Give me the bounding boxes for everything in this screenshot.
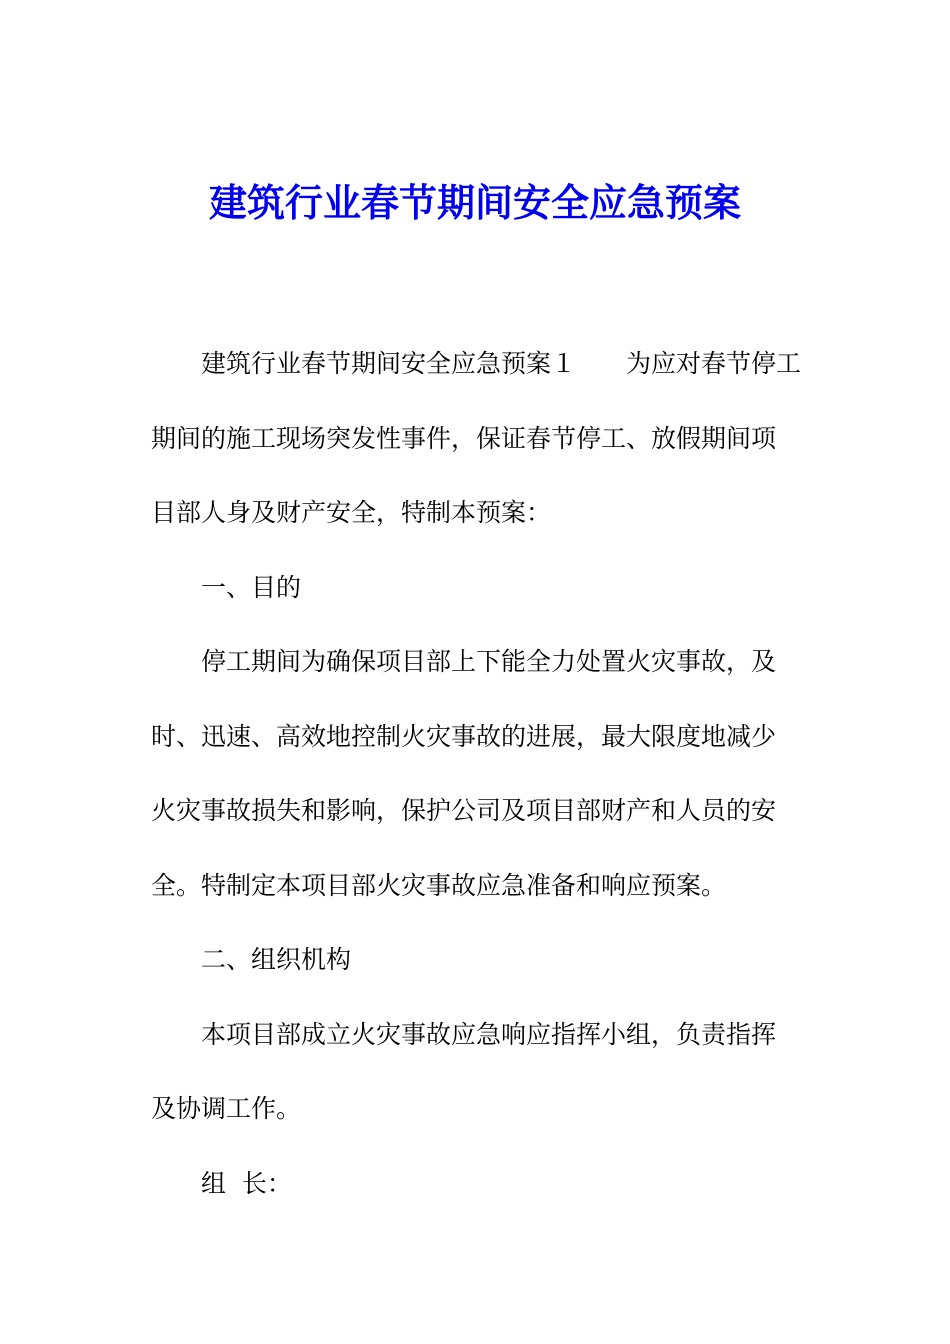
paragraph-line: 停工期间为确保项目部上下能全力处置火灾事故，及 [201,647,777,676]
paragraph-line: 全。特制定本项目部火灾事故应急准备和响应预案。 [151,870,727,900]
paragraph-line: 建筑行业春节期间安全应急预案１ 为应对春节停工 [201,349,802,378]
paragraph-line: 目部人身及财产安全，特制本预案： [151,498,552,527]
paragraph-line: 本项目部成立火灾事故应急响应指挥小组，负责指挥 [201,1019,777,1049]
paragraph-line: 及协调工作。 [151,1094,302,1123]
section-heading-organization: 二、组织机构 [201,945,352,974]
paragraph-line: 时、迅速、高效地控制火灾事故的进展，最大限度地减少 [151,721,777,751]
document-body [151,327,811,1221]
paragraph-line: 火灾事故损失和影响，保护公司及项目部财产和人员的安 [151,796,777,825]
document-title: 建筑行业春节期间安全应急预案 [208,180,741,225]
section-heading-purpose: 一、目的 [201,572,302,602]
paragraph-line: 期间的施工现场突发性事件，保证春节停工、放假期间项 [151,423,777,453]
team-leader-label: 组 长： [201,1168,292,1198]
